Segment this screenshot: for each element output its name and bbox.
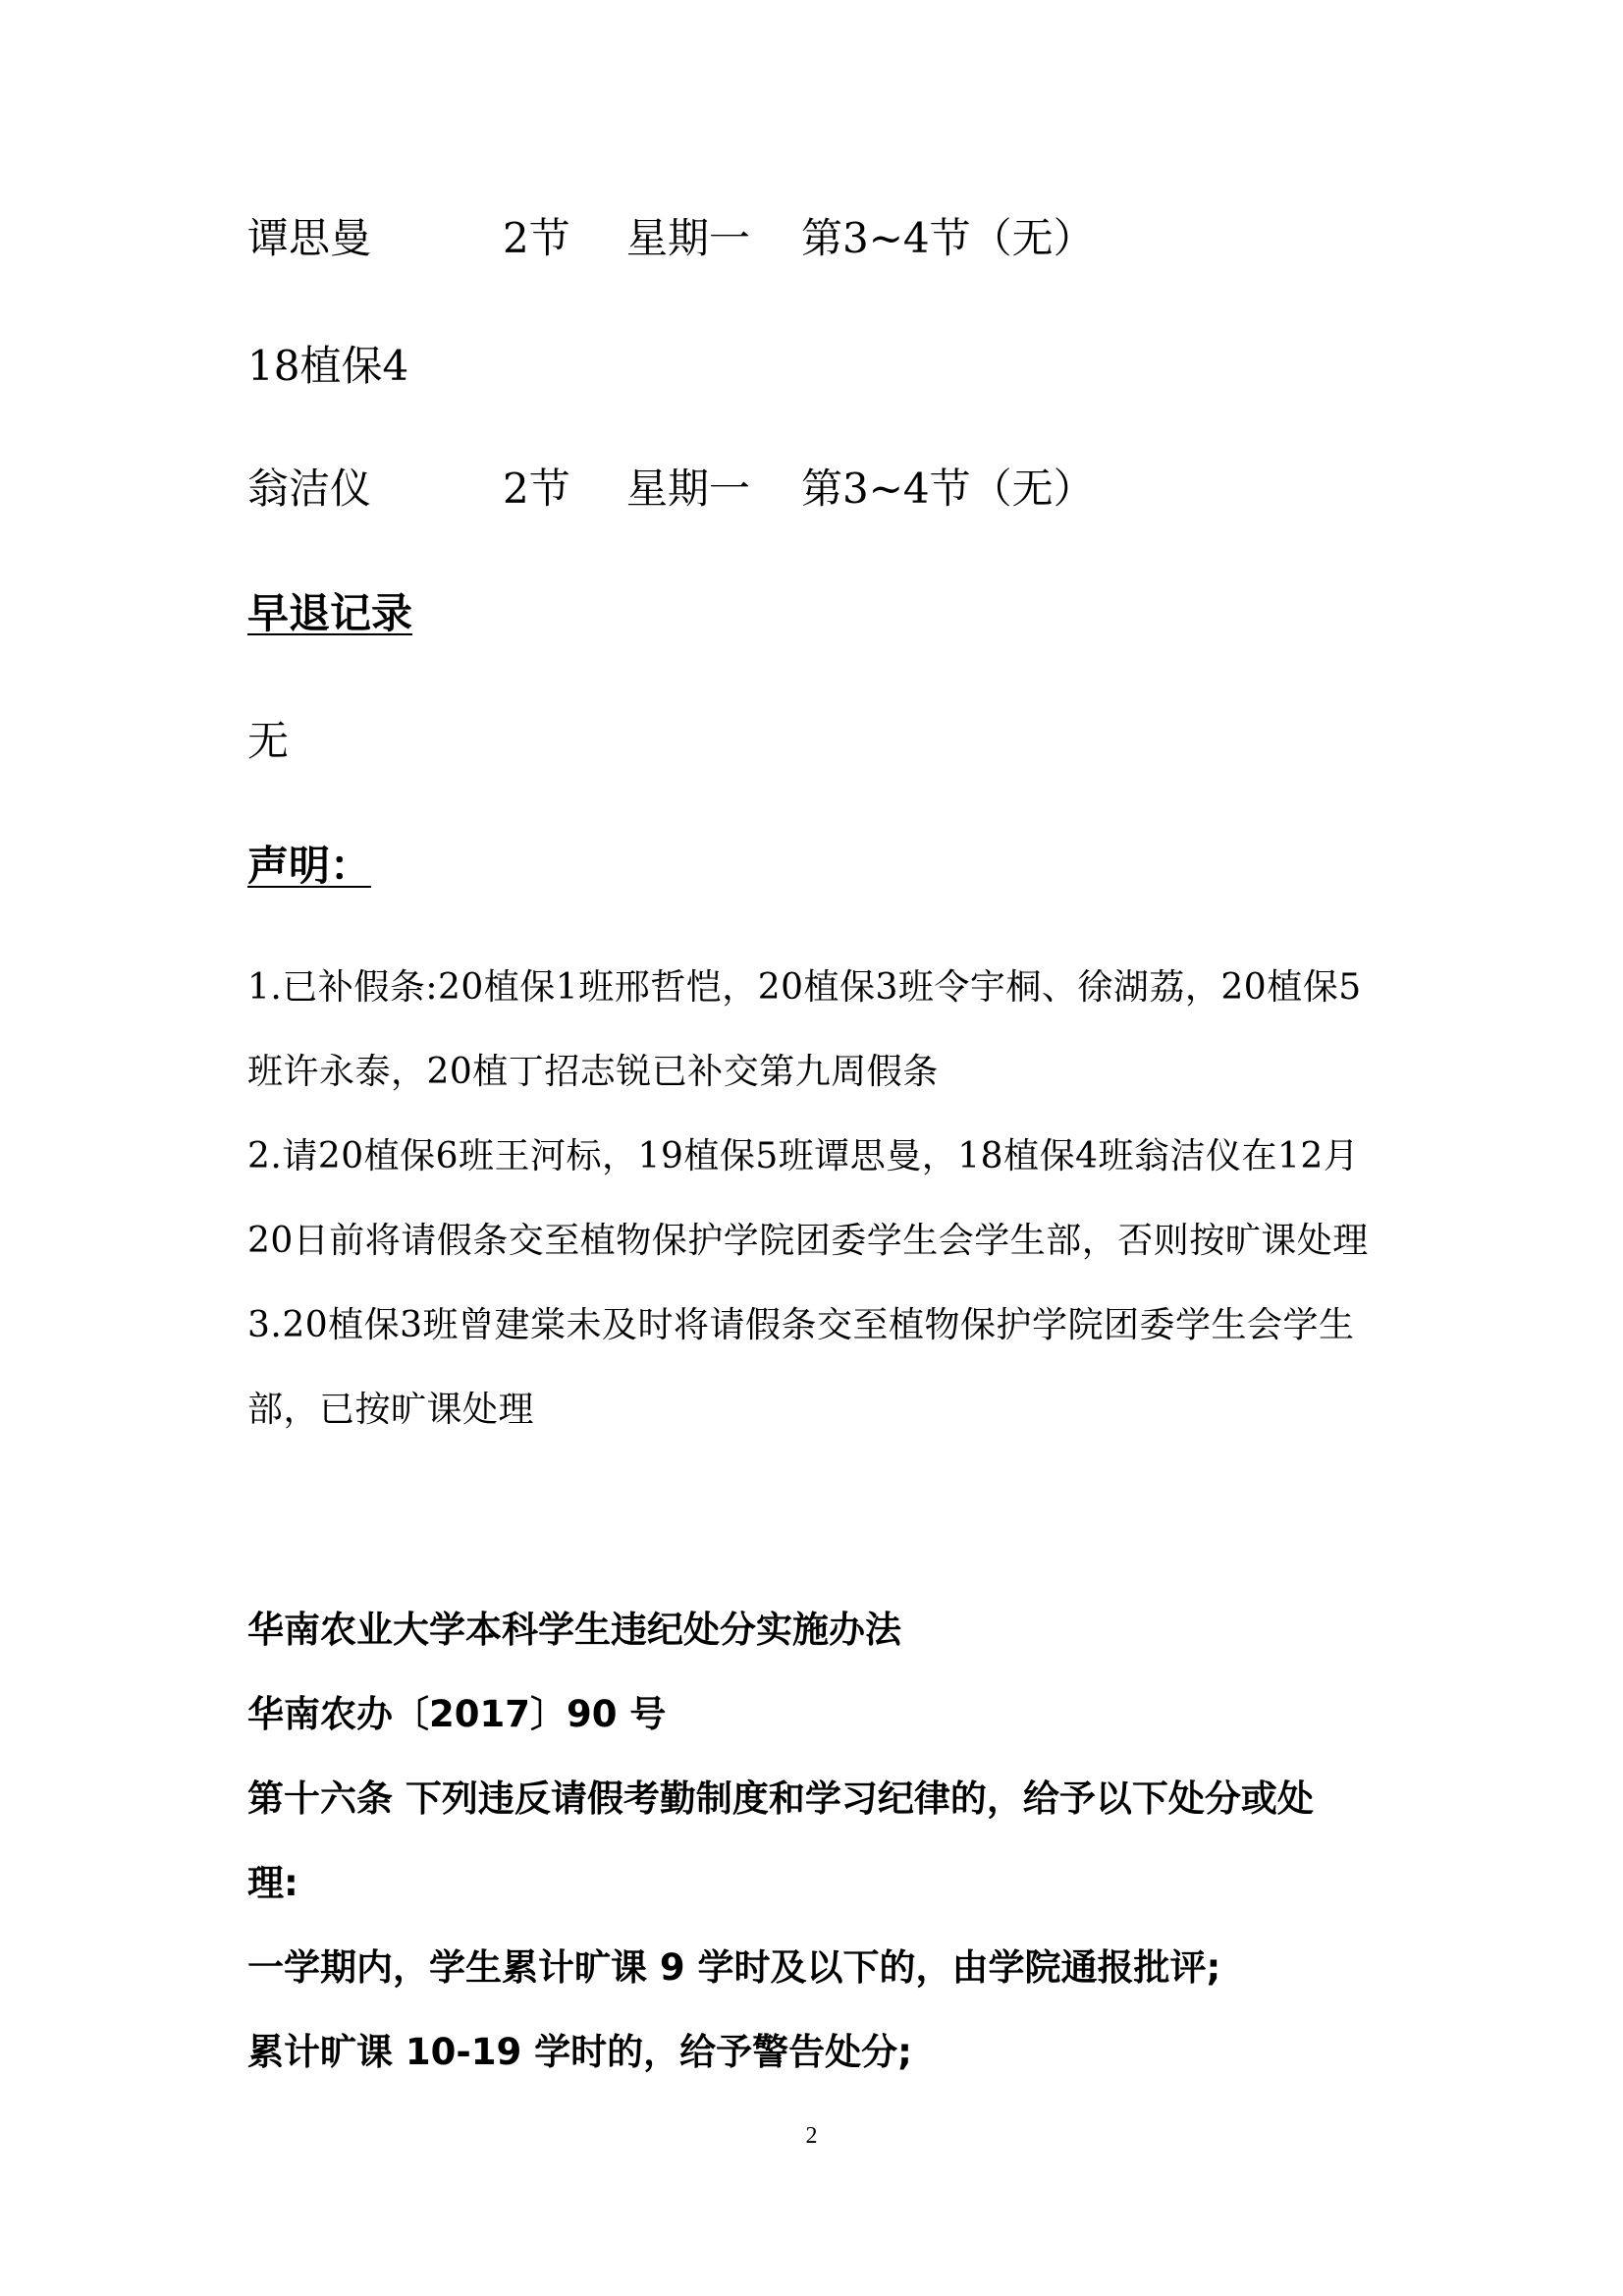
class-count: 2节	[503, 214, 570, 262]
statement-body	[247, 946, 1386, 1452]
early-leave-value: 无	[247, 717, 290, 765]
weekday: 星期一	[626, 214, 751, 262]
absence-record-row	[247, 211, 1095, 266]
regulation-doc-number: 华南农办〔2017〕90 号	[247, 1693, 667, 1735]
regulation-title: 华南农业大学本科学生违纪处分实施办法	[247, 1609, 901, 1651]
early-leave-title: 早退记录	[247, 589, 413, 637]
period: 第3~4节（无）	[801, 214, 1095, 262]
statement-item: 1.已补假条:20植保1班邢哲恺，20植保3班令宇桐、徐湖荔，20植保5班许永泰，20植丁招志锐已补交第九周假条	[247, 967, 1362, 1092]
absence-record-row	[247, 462, 1095, 517]
statement-title: 声明：	[247, 842, 372, 890]
period: 第3~4节（无）	[801, 465, 1095, 513]
regulation-article-cont: 理:	[247, 1862, 298, 1904]
regulation-block	[247, 1588, 1386, 2095]
regulation-article: 第十六条 下列违反请假考勤制度和学习纪律的，给予以下处分或处	[247, 1777, 1314, 1820]
regulation-rule: 一学期内，学生累计旷课 9 学时及以下的，由学院通报批评;	[247, 1946, 1221, 1989]
regulation-rule: 累计旷课 10-19 学时的，给予警告处分;	[247, 2031, 912, 2073]
student-name: 谭思曼	[247, 214, 372, 262]
statement-item: 2.请20植保6班王河标，19植保5班谭思曼，18植保4班翁洁仪在12月20日前将请假条交至植物保护学院团委学生会学生部，否则按旷课处理	[247, 1136, 1369, 1261]
class-count: 2节	[503, 465, 570, 513]
student-name: 翁洁仪	[247, 465, 372, 513]
page-number: 2	[805, 2123, 818, 2149]
class-heading	[247, 339, 408, 394]
weekday: 星期一	[626, 465, 751, 513]
class-heading-text: 18植保4	[247, 342, 409, 390]
statement-item: 3.20植保3班曾建棠未及时将请假条交至植物保护学院团委学生会学生部，已按旷课处理	[247, 1305, 1355, 1430]
